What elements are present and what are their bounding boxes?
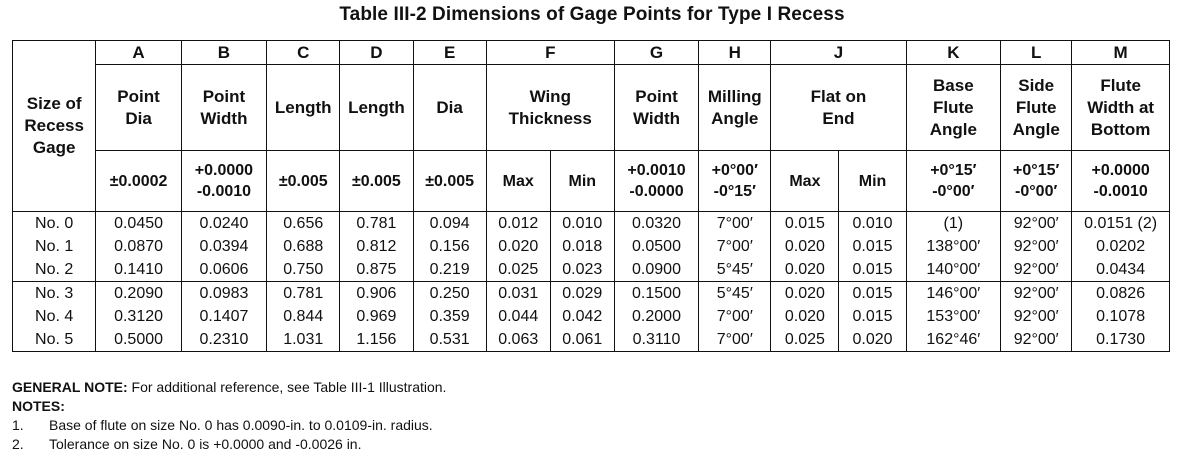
cell-line: 0.015 [852, 285, 893, 302]
column-letter-c: C [267, 41, 340, 65]
cell-line: 0.025 [498, 261, 539, 278]
column-name-m [1072, 65, 1170, 151]
cell-line: Length [274, 97, 332, 117]
cell-line: 0.031 [498, 285, 539, 302]
cell-line: 0.015 [852, 261, 893, 278]
note-number: 2. [12, 436, 24, 452]
cell-line: 0.688 [283, 238, 324, 255]
value-cell-e [413, 212, 486, 282]
cell-line: +0.0010 [627, 162, 686, 179]
notes-label: NOTES: [12, 398, 65, 414]
cell-line: 0.0450 [114, 215, 164, 232]
note-text: Tolerance on size No. 0 is +0.0000 and -0.0026 in. [49, 436, 362, 452]
value-cell-l [1001, 282, 1072, 352]
cell-line: 0.0434 [1096, 261, 1146, 278]
cell-line: 0.020 [784, 308, 825, 325]
cell-line: Max [502, 172, 534, 190]
tolerance-f-min [550, 151, 614, 212]
size-of-recess-gage-header [13, 41, 96, 212]
general-note-label: GENERAL NOTE: [12, 379, 128, 395]
cell-line: 0.0151 (2) [1084, 215, 1158, 232]
cell-line: 0.020 [852, 331, 893, 348]
cell-line: No. 1 [35, 238, 74, 255]
value-cell-l [1001, 212, 1072, 282]
tolerance-d [340, 151, 413, 212]
cell-line: 0.0394 [199, 238, 249, 255]
cell-line: End [822, 108, 855, 128]
value-cell-d [340, 282, 413, 352]
cell-line: -0.0010 [1093, 183, 1148, 200]
cell-line: Angle [1012, 119, 1060, 139]
cell-line: Point [202, 86, 246, 106]
column-name-d [340, 65, 413, 151]
cell-line: Flute [933, 97, 974, 117]
tolerance-h [699, 151, 771, 212]
value-cell-g [614, 282, 698, 352]
column-name-l [1001, 65, 1072, 151]
column-letter-f: F [486, 41, 614, 65]
general-note [12, 378, 446, 397]
cell-line: ±0.005 [425, 172, 475, 190]
header-letter-row [13, 41, 1170, 65]
value-cell-f-max [486, 282, 550, 352]
cell-line: -0°00′ [932, 183, 975, 200]
cell-line: -0.0000 [629, 183, 684, 200]
tolerance-j-min [839, 151, 906, 212]
tolerance-e [413, 151, 486, 212]
tolerance-j-max [771, 151, 839, 212]
note-item [12, 435, 446, 454]
column-letter-h: H [699, 41, 771, 65]
cell-line: No. 2 [35, 261, 74, 278]
value-cell-m [1072, 212, 1170, 282]
tolerance-l [1001, 151, 1072, 212]
cell-line: Point [117, 86, 160, 106]
column-name-c [267, 65, 340, 151]
value-cell-b [181, 212, 266, 282]
column-letter-j: J [771, 41, 906, 65]
cell-line: 0.3110 [632, 331, 681, 348]
column-name-h [699, 65, 771, 151]
value-cell-a [96, 282, 181, 352]
cell-line: Size of [26, 94, 82, 113]
cell-line: Min [858, 172, 887, 190]
cell-line: Width at [1087, 97, 1155, 117]
tolerance-g [614, 151, 698, 212]
cell-line: 92°00′ [1013, 261, 1059, 278]
cell-line: ±0.005 [352, 172, 401, 190]
cell-line: 0.2310 [199, 331, 249, 348]
cell-line: Side [1018, 75, 1055, 95]
cell-line: 0.018 [562, 238, 603, 255]
cell-line: ±0.0002 [109, 172, 168, 190]
header-tolerance-row [13, 151, 1170, 212]
cell-line: 0.656 [283, 215, 324, 232]
cell-line: Dia [436, 97, 463, 117]
cell-line: 0.020 [784, 285, 825, 302]
value-cell-g [614, 212, 698, 282]
cell-line: No. 4 [35, 308, 74, 325]
cell-line: 0.875 [356, 261, 397, 278]
column-name-g [614, 65, 698, 151]
cell-line: 0.029 [562, 285, 603, 302]
column-name-f [486, 65, 614, 151]
cell-line: 0.1407 [199, 308, 249, 325]
value-cell-h [699, 212, 771, 282]
value-cell-h [699, 282, 771, 352]
tolerance-a [96, 151, 181, 212]
cell-line: Flute [1015, 97, 1057, 117]
cell-line: 5°45′ [716, 261, 753, 278]
value-cell-a [96, 212, 181, 282]
tolerance-f-max [486, 151, 550, 212]
cell-line: 7°00′ [716, 215, 753, 232]
cell-line: 0.359 [429, 308, 470, 325]
cell-line: Gage [32, 138, 76, 157]
cell-line: 0.844 [283, 308, 324, 325]
cell-line: 0.015 [784, 215, 825, 232]
column-letter-d: D [340, 41, 413, 65]
notes-section [12, 378, 446, 454]
cell-line: 0.025 [784, 331, 825, 348]
cell-line: 0.5000 [114, 331, 164, 348]
cell-line: 0.020 [784, 261, 825, 278]
column-letter-e: E [413, 41, 486, 65]
value-cell-e [413, 282, 486, 352]
column-name-k [906, 65, 1001, 151]
cell-line: Recess [24, 116, 84, 135]
cell-line: 0.020 [498, 238, 539, 255]
header-name-row [13, 65, 1170, 151]
column-letter-k: K [906, 41, 1001, 65]
value-cell-k [906, 282, 1001, 352]
cell-line: No. 0 [35, 215, 74, 232]
gage-points-table [12, 40, 1170, 352]
note-text: Base of flute on size No. 0 has 0.0090-in. to 0.0109-in. radius. [49, 417, 433, 433]
cell-line: 0.1410 [114, 261, 164, 278]
size-cell [13, 212, 96, 282]
cell-line: 92°00′ [1013, 285, 1059, 302]
value-cell-j-min [839, 212, 906, 282]
column-name-e [413, 65, 486, 151]
cell-line: 0.0606 [199, 261, 249, 278]
cell-line: Width [632, 108, 681, 128]
cell-line: 0.094 [429, 215, 470, 232]
cell-line: Point [635, 86, 678, 106]
cell-line: 0.042 [562, 308, 603, 325]
cell-line: Length [348, 97, 405, 117]
cell-line: 1.031 [283, 331, 324, 348]
cell-line: 0.250 [429, 285, 470, 302]
cell-line: Milling [707, 86, 762, 106]
value-cell-b [181, 282, 266, 352]
cell-line: 0.0900 [632, 261, 681, 278]
cell-line: 0.020 [784, 238, 825, 255]
column-name-a [96, 65, 181, 151]
note-number: 1. [12, 417, 24, 433]
cell-line: +0.0000 [1091, 162, 1150, 179]
cell-line: (1) [943, 215, 964, 232]
cell-line: 153°00′ [926, 308, 981, 325]
value-cell-k [906, 212, 1001, 282]
cell-line: Angle [711, 108, 759, 128]
tolerance-c [267, 151, 340, 212]
cell-line: 0.015 [852, 238, 893, 255]
value-cell-f-min [550, 212, 614, 282]
cell-line: 0.0826 [1096, 285, 1146, 302]
cell-line: 162°46′ [926, 331, 981, 348]
cell-line: 0.781 [356, 215, 397, 232]
cell-line: 5°45′ [716, 285, 753, 302]
cell-line: Wing [529, 86, 571, 106]
value-cell-j-max [771, 212, 839, 282]
cell-line: 92°00′ [1013, 331, 1059, 348]
cell-line: 0.969 [356, 308, 397, 325]
note-item [12, 416, 446, 435]
value-cell-d [340, 212, 413, 282]
cell-line: 0.812 [356, 238, 397, 255]
value-cell-c [267, 282, 340, 352]
column-letter-m: M [1072, 41, 1170, 65]
cell-line: 7°00′ [716, 238, 753, 255]
cell-line: 0.1500 [632, 285, 681, 302]
value-cell-f-min [550, 282, 614, 352]
cell-line: 0.0202 [1096, 238, 1146, 255]
cell-line: -0°00′ [1015, 183, 1058, 200]
cell-line: 0.1078 [1096, 308, 1146, 325]
cell-line: -0.0010 [196, 183, 252, 200]
cell-line: Angle [929, 119, 977, 139]
column-letter-b: B [181, 41, 266, 65]
cell-line: 92°00′ [1013, 308, 1059, 325]
value-cell-m [1072, 282, 1170, 352]
cell-line: 0.0500 [632, 238, 681, 255]
cell-line: 7°00′ [716, 308, 753, 325]
cell-line: 0.010 [852, 215, 893, 232]
cell-line: 0.0983 [199, 285, 249, 302]
value-cell-j-min [839, 282, 906, 352]
cell-line: 0.531 [429, 331, 470, 348]
cell-line: 138°00′ [926, 238, 981, 255]
cell-line: +0.0000 [194, 162, 254, 179]
size-cell [13, 282, 96, 352]
tolerance-k [906, 151, 1001, 212]
cell-line: Flute [1100, 75, 1141, 95]
cell-line: 92°00′ [1013, 238, 1059, 255]
cell-line: 0.156 [429, 238, 470, 255]
cell-line: Width [200, 108, 248, 128]
cell-line: 0.0240 [199, 215, 249, 232]
column-letter-l: L [1001, 41, 1072, 65]
tolerance-b [181, 151, 266, 212]
cell-line: 0.061 [562, 331, 603, 348]
cell-line: 0.0320 [632, 215, 681, 232]
column-letter-a: A [96, 41, 181, 65]
cell-line: 0.2090 [114, 285, 164, 302]
column-name-j [771, 65, 906, 151]
cell-line: 0.3120 [114, 308, 164, 325]
cell-line: 0.750 [283, 261, 324, 278]
cell-line: 0.219 [429, 261, 470, 278]
cell-line: -0°15′ [713, 183, 756, 200]
cell-line: 0.044 [498, 308, 539, 325]
cell-line: 0.063 [498, 331, 539, 348]
cell-line: 0.906 [356, 285, 397, 302]
cell-line: ±0.005 [278, 172, 328, 190]
cell-line: 0.1730 [1096, 331, 1146, 348]
cell-line: 7°00′ [716, 331, 753, 348]
cell-line: Bottom [1090, 119, 1151, 139]
cell-line: 0.0870 [114, 238, 164, 255]
cell-line: Thickness [508, 108, 592, 128]
cell-line: 0.023 [562, 261, 603, 278]
cell-line: +0°15′ [1013, 162, 1060, 179]
tolerance-m [1072, 151, 1170, 212]
cell-line: 0.010 [562, 215, 603, 232]
cell-line: No. 3 [35, 285, 74, 302]
cell-line: 0.015 [852, 308, 893, 325]
cell-line: Base [933, 75, 974, 95]
cell-line: 146°00′ [926, 285, 981, 302]
general-note-text: For additional reference, see Table III-1 Illustration. [127, 379, 447, 395]
cell-line: 1.156 [356, 331, 397, 348]
value-cell-j-max [771, 282, 839, 352]
cell-line: Flat on [810, 86, 867, 106]
cell-line: Dia [125, 108, 152, 128]
cell-line: Max [789, 172, 821, 190]
cell-line: 0.2000 [632, 308, 681, 325]
table-title: Table III-2 Dimensions of Gage Points for Type I Recess [339, 4, 845, 25]
cell-line: 140°00′ [926, 261, 981, 278]
table-row-group [13, 212, 1170, 282]
cell-line: 0.012 [498, 215, 539, 232]
cell-line: 0.781 [283, 285, 324, 302]
value-cell-c [267, 212, 340, 282]
cell-line: +0°15′ [930, 162, 977, 179]
column-name-b [181, 65, 266, 151]
cell-line: +0°00′ [711, 162, 758, 179]
table-row-group [13, 282, 1170, 352]
cell-line: Min [568, 172, 597, 190]
value-cell-f-max [486, 212, 550, 282]
cell-line: No. 5 [35, 331, 74, 348]
column-letter-g: G [614, 41, 698, 65]
cell-line: 92°00′ [1013, 215, 1059, 232]
